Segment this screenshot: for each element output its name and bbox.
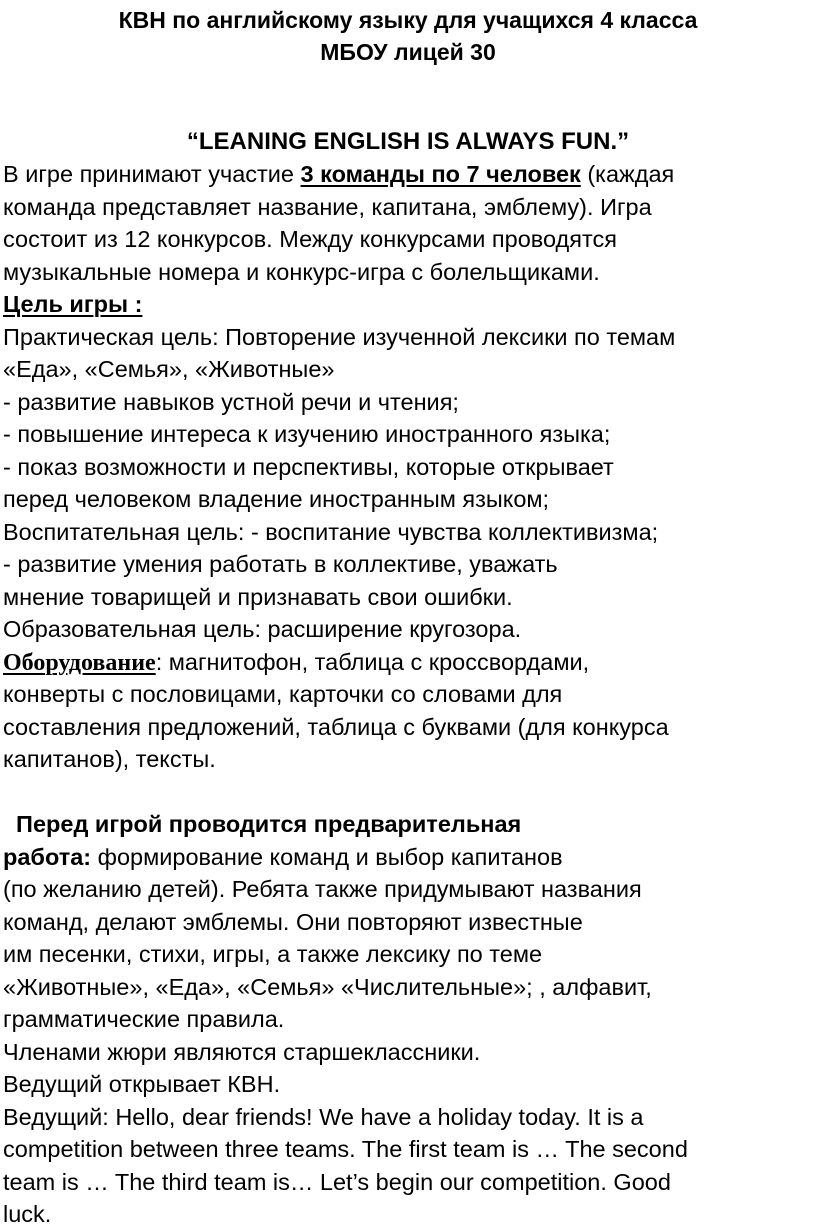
goals-line-7: Воспитательная цель: - воспитание чувства коллективизма; (3, 518, 659, 545)
prep-line-10: Ведущий: Hello, dear friends! We have a holiday today. It is a (3, 1103, 644, 1130)
goals-line-10: Образовательная цель: расширение кругозора. (3, 616, 522, 642)
equipment-label: Оборудование (3, 649, 156, 676)
goals-line-1: Практическая цель: Повторение изученной лексики по темам (3, 323, 676, 350)
prep-line-6: «Животные», «Еда», «Семья» «Числительные»; , алфавит, (3, 973, 652, 1000)
document-title-line-2: МБОУ лицей 30 (320, 39, 496, 65)
goals-line-9: мнение товарищей и признавать свои ошибки. (3, 583, 513, 610)
teams-count: 3 команды по 7 человек (300, 161, 581, 187)
prep-line-13: luck. (3, 1201, 52, 1227)
document-body (3, 158, 813, 1231)
goals-line-2: «Еда», «Семья», «Животные» (3, 356, 335, 382)
prep-line-8: Членами жюри являются старшеклассники. (3, 1038, 481, 1065)
goals-line-4: - повышение интереса к изучению иностранного языка; (3, 421, 611, 447)
prep-line-11: competition between three teams. The first team is … The second (3, 1136, 688, 1162)
equipment-line-3: составления предложений, таблица с буквами (для конкурса (3, 713, 669, 740)
intro-line-4: музыкальные номера и конкурс-игра с болельщиками. (3, 258, 600, 285)
goals-line-6: перед человеком владение иностранным языком; (3, 486, 550, 512)
prep-line-7: грамматические правила. (3, 1006, 285, 1032)
prep-line-2: работа: формирование команд и выбор капитанов (3, 843, 563, 870)
intro-line-3: состоит из 12 конкурсов. Между конкурсами проводятся (3, 226, 617, 252)
prep-line-3: (по желанию детей). Ребята также придумывают названия (3, 876, 642, 902)
equipment-line-1: Оборудование: магнитофон, таблица с кроссвордами, (3, 648, 590, 676)
goals-line-5: - показ возможности и перспективы, которые открывает (3, 453, 614, 480)
motto-heading: “LEANING ENGLISH IS ALWAYS FUN.” (186, 128, 630, 155)
spacer (3, 776, 813, 809)
intro-line-2: команда представляет название, капитана, эмблему). Игра (3, 193, 652, 220)
prep-line-4: команд, делают эмблемы. Они повторяют известные (3, 908, 583, 935)
goals-line-3: - развитие навыков устной речи и чтения; (3, 388, 459, 415)
prep-line-1: Перед игрой проводится предварительная (3, 811, 522, 837)
document-title-line-1: КВН по английскому языку для учащихся 4 класса (118, 7, 698, 33)
equipment-line-4: капитанов), тексты. (3, 746, 216, 772)
equipment-line-2: конверты с пословицами, карточки со словами для (3, 681, 563, 707)
goals-heading: Цель игры : (3, 291, 143, 317)
prep-line-9: Ведущий открывает КВН. (3, 1071, 281, 1097)
intro-line-1: В игре принимают участие 3 команды по 7 человек (каждая (3, 161, 675, 187)
prep-line-12: team is … The third team is… Let’s begin our competition. Good (3, 1168, 671, 1195)
prep-line-5: им песенки, стихи, игры, а также лексику по теме (3, 941, 543, 967)
goals-line-8: - развитие умения работать в коллективе, уважать (3, 551, 558, 577)
